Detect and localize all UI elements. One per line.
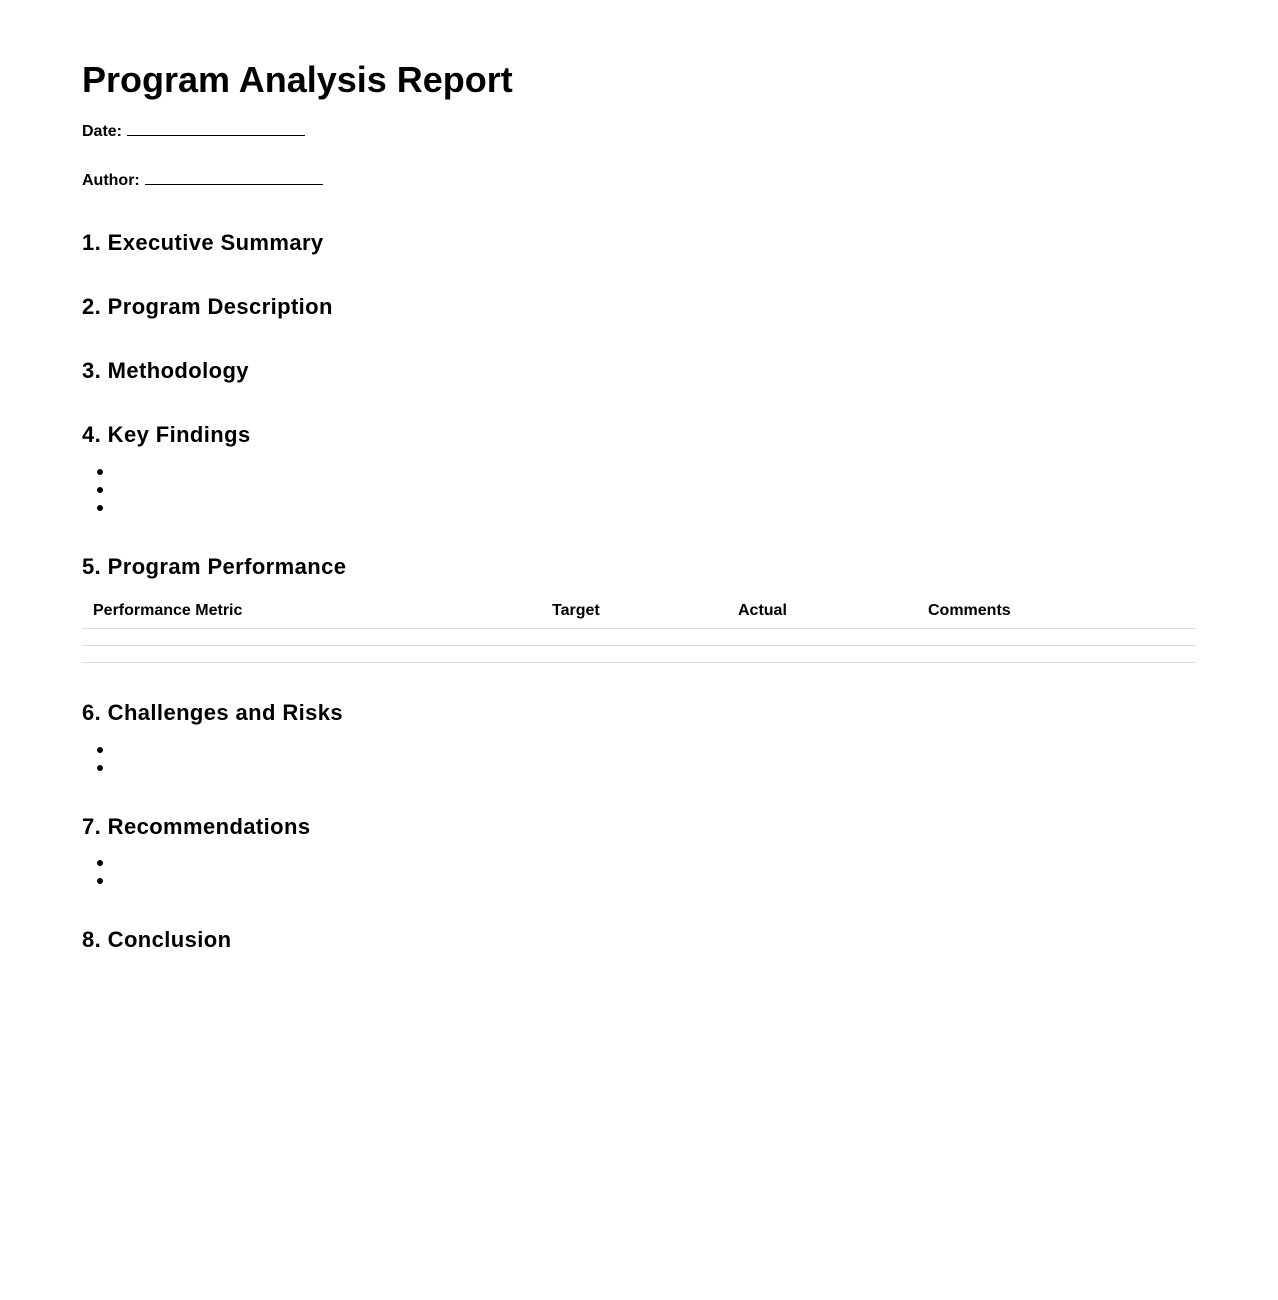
section-heading-recommendations: 7. Recommendations (82, 814, 311, 839)
section-heading-challenges-and-risks: 6. Challenges and Risks (82, 700, 344, 725)
column-header-target: Target (552, 602, 600, 619)
list-item (97, 469, 103, 475)
list-item (97, 860, 103, 866)
date-field (82, 121, 305, 142)
date-label: Date: (82, 123, 123, 140)
list-item (97, 505, 103, 511)
section-heading-program-performance: 5. Program Performance (82, 554, 347, 579)
section-heading-executive-summary: 1. Executive Summary (82, 230, 324, 255)
column-header-actual: Actual (738, 602, 787, 619)
author-blank-line[interactable] (145, 170, 323, 185)
section-heading-conclusion: 8. Conclusion (82, 927, 232, 952)
list-item (97, 878, 103, 884)
table-row (82, 662, 1196, 663)
date-blank-line[interactable] (127, 121, 305, 136)
section-heading-key-findings: 4. Key Findings (82, 422, 251, 447)
author-label: Author: (82, 172, 140, 189)
column-header-performance-metric: Performance Metric (93, 602, 243, 619)
page-title: Program Analysis Report (82, 59, 513, 100)
section-heading-program-description: 2. Program Description (82, 294, 333, 319)
table-row (82, 645, 1196, 646)
column-header-comments: Comments (928, 602, 1011, 619)
list-item (97, 747, 103, 753)
section-heading-methodology: 3. Methodology (82, 358, 249, 383)
list-item (97, 765, 103, 771)
table-header-divider (82, 628, 1196, 629)
list-item (97, 487, 103, 493)
author-field (82, 170, 323, 191)
